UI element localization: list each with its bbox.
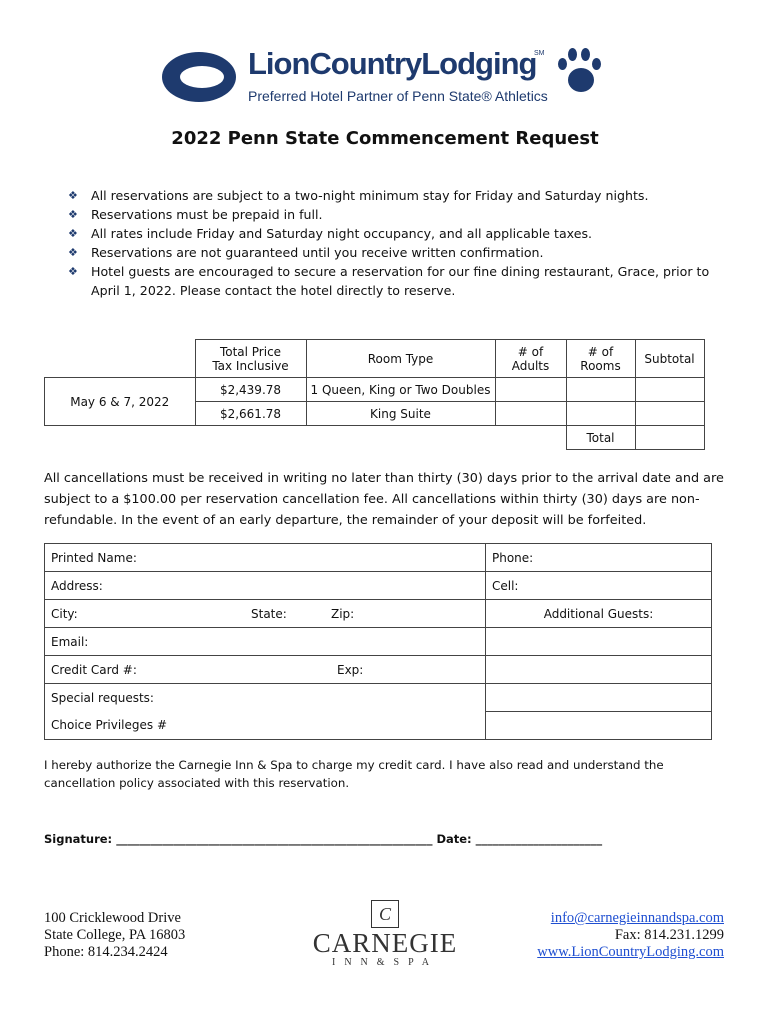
adults-header: # of Adults bbox=[495, 340, 566, 378]
total-label: Total bbox=[566, 426, 635, 450]
nittany-lion-icon bbox=[162, 52, 236, 102]
zip-field[interactable]: Zip: bbox=[331, 606, 355, 621]
cancellation-policy: All cancellations must be received in writing no later than thirty (30) days prior to the arrival date and are subject to a $100.00 per reservation cancellation fee. All cancellations within thirty (30) days are non-refundable. In the event of an early departure, the remainder of your deposit will be forfeited. bbox=[44, 471, 724, 528]
date-label: Date: bbox=[436, 832, 472, 846]
policy-item: ❖ Reservations must be prepaid in full. bbox=[68, 207, 323, 222]
adults-input[interactable] bbox=[495, 402, 566, 426]
adults-input[interactable] bbox=[495, 378, 566, 402]
email-field[interactable]: Email: bbox=[45, 628, 486, 656]
rooms-header: # of Rooms bbox=[566, 340, 635, 378]
price-cell: $2,661.78 bbox=[195, 402, 306, 426]
printed-name-field[interactable]: Printed Name: bbox=[45, 544, 486, 572]
additional-guests-input[interactable] bbox=[486, 628, 712, 656]
hotel-address: 100 Cricklewood Drive State College, PA 16803 Phone: 814.234.2424 bbox=[44, 910, 186, 960]
paw-bullet-icon: ❖ bbox=[68, 189, 78, 202]
paw-bullet-icon: ❖ bbox=[68, 227, 78, 240]
carnegie-subtitle: INN&SPA bbox=[332, 957, 438, 968]
additional-guests-input[interactable] bbox=[486, 684, 712, 712]
phone-field[interactable]: Phone: bbox=[486, 544, 712, 572]
price-header: Total Price Tax Inclusive bbox=[195, 340, 306, 378]
room-type-cell: 1 Queen, King or Two Doubles bbox=[306, 378, 495, 402]
price-cell: $2,439.78 bbox=[195, 378, 306, 402]
rates-table bbox=[44, 339, 705, 450]
policy-item: ❖ Hotel guests are encouraged to secure a reservation for our fine dining restaurant, Grace, prior to April 1, 2022. Please contact the hotel directly to reserve. bbox=[68, 264, 710, 298]
credit-card-row bbox=[45, 656, 486, 684]
paw-bullet-icon: ❖ bbox=[68, 208, 78, 221]
authorization-text: I hereby authorize the Carnegie Inn & Spa to charge my credit card. I have also read and understand the cancellation policy associated with this reservation. bbox=[44, 758, 664, 790]
additional-guests-input[interactable] bbox=[486, 712, 712, 740]
signature-field[interactable]: _______________________________________________________ bbox=[116, 832, 433, 846]
subtotal-input[interactable] bbox=[635, 402, 704, 426]
email-link[interactable]: info@carnegieinnandspa.com bbox=[550, 910, 724, 926]
website-link[interactable]: www.LionCountryLodging.com bbox=[537, 944, 724, 960]
choice-privileges-field[interactable]: Choice Privileges # bbox=[45, 712, 486, 740]
brand-name: LionCountryLodging bbox=[248, 46, 537, 81]
policy-list bbox=[66, 186, 716, 300]
room-type-header: Room Type bbox=[306, 340, 495, 378]
exp-field[interactable]: Exp: bbox=[337, 662, 364, 677]
rooms-input[interactable] bbox=[566, 402, 635, 426]
state-field[interactable]: State: bbox=[251, 606, 287, 621]
signature-label: Signature: bbox=[44, 832, 113, 846]
credit-card-field[interactable]: Credit Card #: bbox=[51, 662, 137, 677]
stay-dates: May 6 & 7, 2022 bbox=[45, 378, 196, 426]
paw-icon bbox=[558, 48, 602, 98]
subtotal-input[interactable] bbox=[635, 378, 704, 402]
policy-item: ❖ Reservations are not guaranteed until you receive written confirmation. bbox=[68, 245, 544, 260]
room-type-cell: King Suite bbox=[306, 402, 495, 426]
guest-info-form bbox=[44, 543, 712, 740]
paw-bullet-icon: ❖ bbox=[68, 246, 78, 259]
lion-country-lodging-logo bbox=[162, 46, 602, 112]
address-field[interactable]: Address: bbox=[45, 572, 486, 600]
policy-item: ❖ All reservations are subject to a two-night minimum stay for Friday and Saturday nights. bbox=[68, 188, 649, 203]
additional-guests-label: Additional Guests: bbox=[486, 600, 712, 628]
page-title: 2022 Penn State Commencement Request bbox=[171, 128, 599, 149]
service-mark: SM bbox=[534, 50, 545, 57]
brand-tagline: Preferred Hotel Partner of Penn State® Athletics bbox=[248, 88, 548, 104]
signature-line bbox=[44, 832, 744, 846]
paw-bullet-icon: ❖ bbox=[68, 265, 78, 278]
carnegie-name: CARNEGIE bbox=[312, 928, 458, 958]
carnegie-logo bbox=[305, 900, 465, 968]
subtotal-header: Subtotal bbox=[635, 340, 704, 378]
carnegie-monogram-icon: C bbox=[371, 900, 399, 928]
policy-item: ❖ All rates include Friday and Saturday night occupancy, and all applicable taxes. bbox=[68, 226, 593, 241]
additional-guests-input[interactable] bbox=[486, 656, 712, 684]
cell-field[interactable]: Cell: bbox=[486, 572, 712, 600]
total-input[interactable] bbox=[635, 426, 704, 450]
fax-number: Fax: 814.231.1299 bbox=[614, 927, 724, 943]
rooms-input[interactable] bbox=[566, 378, 635, 402]
date-field[interactable]: ______________________ bbox=[475, 832, 603, 846]
city-state-zip-row bbox=[45, 600, 486, 628]
hotel-contact bbox=[537, 910, 724, 961]
special-requests-field[interactable]: Special requests: bbox=[45, 684, 486, 712]
city-field[interactable]: City: bbox=[51, 606, 78, 621]
